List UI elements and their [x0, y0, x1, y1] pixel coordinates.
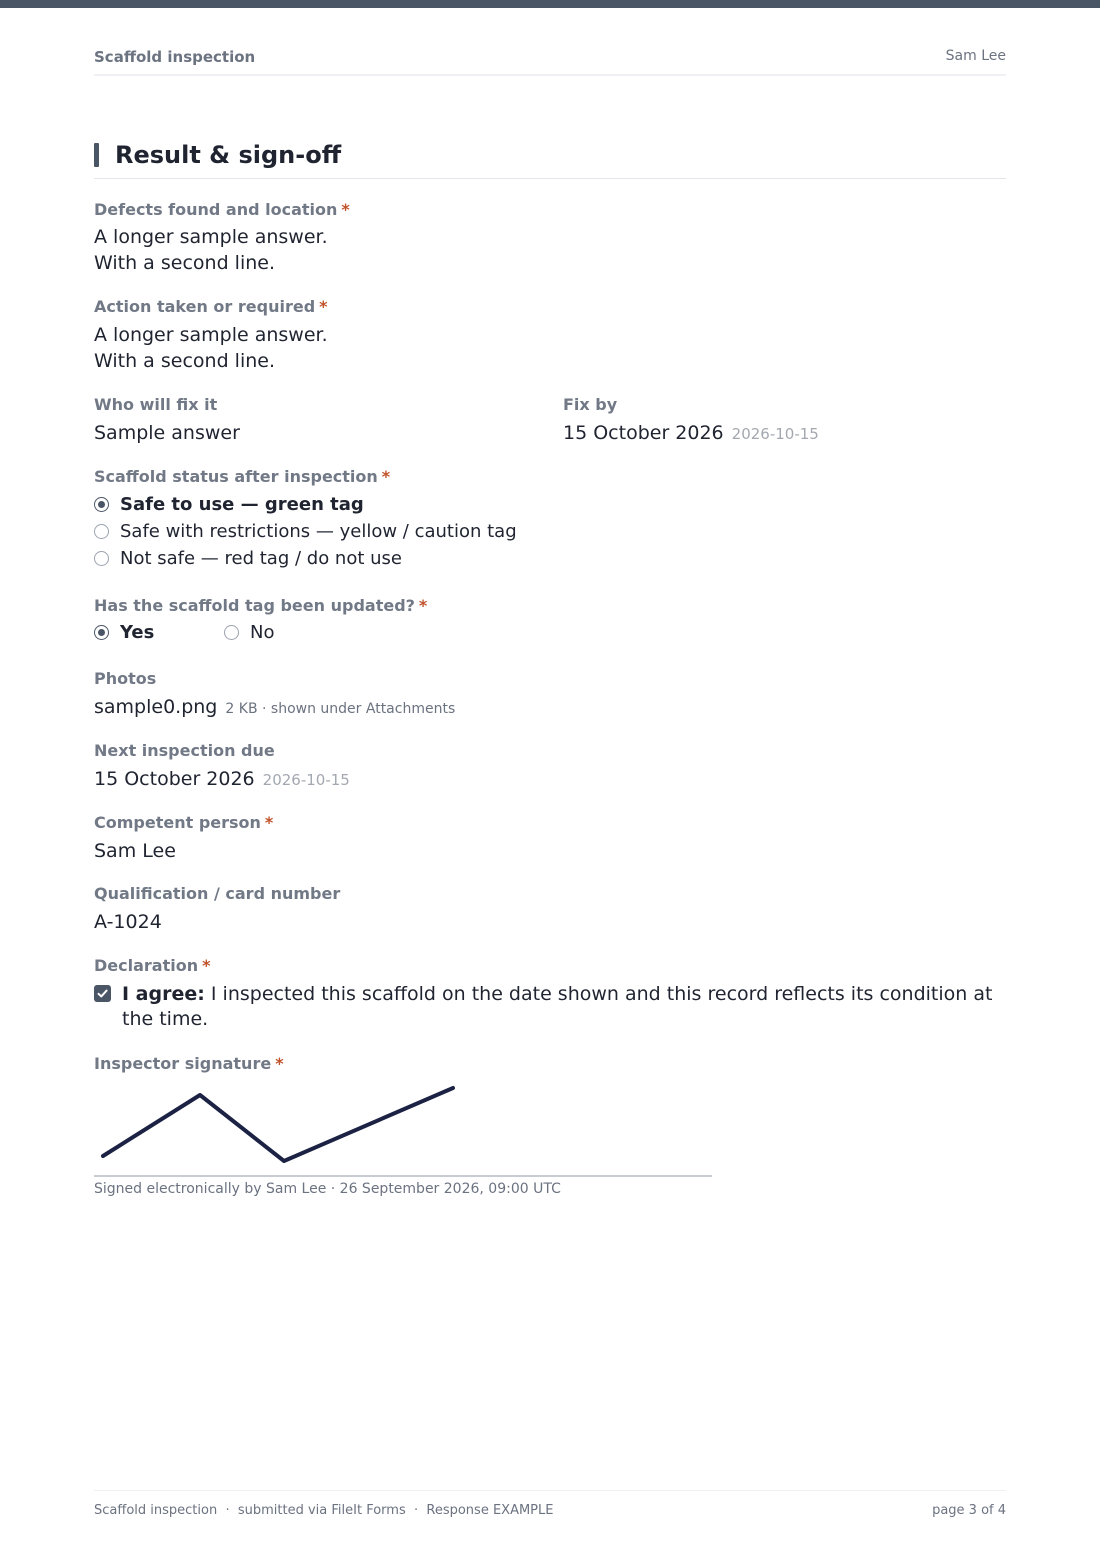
- field-fix-by: [563, 395, 819, 447]
- field-value: 15 October 2026 2026-10-15: [563, 422, 819, 444]
- tag-option-no[interactable]: No: [224, 619, 274, 646]
- page-header: [94, 48, 1006, 76]
- field-value: [94, 694, 455, 722]
- field-value: 15 October 2026 2026-10-15: [94, 768, 350, 790]
- tag-option-yes[interactable]: Yes: [94, 619, 224, 646]
- required-mark: *: [275, 1054, 284, 1073]
- required-mark: *: [319, 297, 328, 316]
- signature-line: [94, 1175, 712, 1177]
- signature-drawing: [94, 1080, 474, 1172]
- form-name: Scaffold inspection: [94, 48, 256, 66]
- signature-caption: Signed electronically by Sam Lee · 26 September 2026, 09:00 UTC: [94, 1181, 561, 1197]
- field-label: Fix by: [563, 395, 618, 414]
- field-value: A-1024: [94, 911, 162, 933]
- page-number: page 3 of 4: [932, 1503, 1006, 1518]
- field-who-will-fix: [94, 395, 240, 446]
- field-inspector-signature: [94, 1054, 284, 1074]
- field-label: Declaration *: [94, 956, 211, 975]
- section-title: Result & sign-off: [115, 141, 342, 169]
- page-footer: [94, 1490, 1006, 1518]
- iso-date: 2026-10-15: [262, 771, 350, 789]
- header-user: Sam Lee: [945, 48, 1006, 64]
- field-declaration: [94, 956, 1006, 1032]
- field-next-inspection: [94, 741, 350, 793]
- required-mark: *: [381, 467, 391, 486]
- field-label: Inspector signature *: [94, 1054, 284, 1073]
- field-defects: [94, 200, 350, 276]
- field-label: Scaffold status after inspection *: [94, 467, 391, 486]
- declaration-text: I agree: I inspected this scaffold on the date shown and this record reflects its condition at the time.: [122, 983, 993, 1030]
- field-scaffold-status: [94, 467, 517, 572]
- field-photos: [94, 669, 455, 722]
- field-tag-updated: [94, 596, 427, 646]
- photo-file-name: sample0.png: [94, 696, 218, 718]
- field-label: Next inspection due: [94, 741, 275, 760]
- radio-checked-icon: [94, 497, 109, 512]
- field-action: [94, 297, 328, 374]
- field-value: Sample answer: [94, 422, 240, 444]
- field-value: A longer sample answer. With a second line.: [94, 324, 328, 372]
- required-mark: *: [341, 200, 350, 219]
- field-label: Who will fix it: [94, 395, 218, 414]
- field-value: Sam Lee: [94, 840, 176, 862]
- footer-left: Scaffold inspection · submitted via FileIt Forms · Response EXAMPLE: [94, 1503, 554, 1518]
- radio-unchecked-icon: [94, 551, 109, 566]
- status-option-green[interactable]: Safe to use — green tag: [94, 491, 517, 518]
- status-option-yellow[interactable]: Safe with restrictions — yellow / caution tag: [94, 518, 517, 545]
- declaration-checkbox-row[interactable]: [94, 982, 1006, 1032]
- field-qualification: [94, 884, 340, 935]
- radio-unchecked-icon: [224, 625, 239, 640]
- radio-unchecked-icon: [94, 524, 109, 539]
- required-mark: *: [418, 596, 428, 615]
- top-accent-bar: [0, 0, 1100, 8]
- photo-file-meta: 2 KB · shown under Attachments: [225, 701, 456, 717]
- radio-checked-icon: [94, 625, 109, 640]
- field-label: Photos: [94, 669, 157, 688]
- field-label: Competent person *: [94, 813, 274, 832]
- section-marker: [94, 143, 99, 167]
- checkbox-checked-icon[interactable]: [94, 985, 111, 1002]
- field-label: Action taken or required *: [94, 297, 328, 316]
- field-competent-person: [94, 813, 273, 864]
- iso-date: 2026-10-15: [731, 425, 819, 443]
- field-label: Has the scaffold tag been updated? *: [94, 596, 428, 615]
- field-value: A longer sample answer. With a second line.: [94, 226, 328, 274]
- field-label: Defects found and location *: [94, 200, 350, 219]
- section-heading: [94, 141, 1006, 179]
- required-mark: *: [202, 956, 211, 975]
- field-label: Qualification / card number: [94, 884, 341, 903]
- required-mark: *: [264, 813, 274, 832]
- status-option-red[interactable]: Not safe — red tag / do not use: [94, 545, 517, 572]
